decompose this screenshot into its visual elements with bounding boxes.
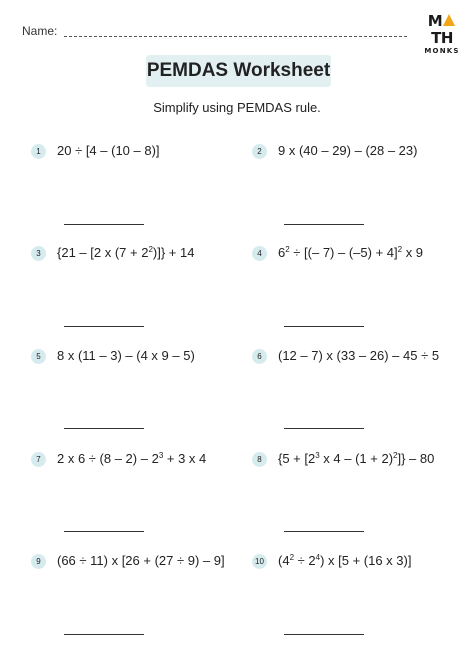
problem-expression: 20 ÷ [4 – (10 – 8)] (57, 143, 160, 158)
problem-number-badge: 10 (252, 554, 267, 569)
answer-line-6[interactable] (284, 428, 364, 429)
problem-number-badge: 1 (31, 144, 46, 159)
answer-line-1[interactable] (64, 224, 144, 225)
logo-text-left: M (427, 12, 443, 30)
logo-text-right: TH (431, 29, 453, 47)
problem-number-badge: 4 (252, 246, 267, 261)
math-monks-logo (421, 13, 463, 55)
answer-line-5[interactable] (64, 428, 144, 429)
problem-8 (252, 452, 452, 482)
problem-number-badge: 3 (31, 246, 46, 261)
logo-wordmark (421, 13, 463, 47)
problem-expression: $6^2$ ÷ [(– 7) – (–5) + 4]$^2$ x 9 (278, 245, 424, 260)
problem-10 (252, 554, 452, 584)
answer-line-9[interactable] (64, 634, 144, 635)
problem-9 (31, 554, 231, 584)
problem-number-badge: 5 (31, 349, 46, 364)
problem-expression: 8 x (11 – 3) – (4 x 9 – 5) (57, 348, 195, 363)
logo-subtext: MONKS (424, 47, 460, 55)
problem-3 (31, 246, 231, 276)
problem-number-badge: 8 (252, 452, 267, 467)
answer-line-4[interactable] (284, 326, 364, 327)
problem-expression: (12 – 7) x (33 – 26) – 45 ÷ 5 (278, 348, 440, 363)
problem-2 (252, 144, 452, 174)
worksheet-title: PEMDAS Worksheet (146, 55, 331, 87)
problem-number-badge: 9 (31, 554, 46, 569)
problem-number-badge: 7 (31, 452, 46, 467)
answer-line-7[interactable] (64, 531, 144, 532)
problem-7 (31, 452, 231, 482)
problem-expression: 9 x (40 – 29) – (28 – 23) (278, 143, 418, 158)
answer-line-2[interactable] (284, 224, 364, 225)
name-label: Name: (22, 24, 58, 38)
answer-line-10[interactable] (284, 634, 364, 635)
problem-5 (31, 349, 231, 379)
problem-expression: 2 x $6 \div (8 - 2) - 2^3 + 3$ x 4 (57, 451, 207, 466)
problem-expression: $(4^2 \div 2^4)$ x [5 + (16 x 3)] (278, 553, 412, 568)
answer-line-3[interactable] (64, 326, 144, 327)
answer-line-8[interactable] (284, 531, 364, 532)
problem-6 (252, 349, 452, 379)
worksheet-instructions: Simplify using PEMDAS rule. (153, 100, 321, 115)
problem-number-badge: 6 (252, 349, 267, 364)
problem-expression: (66 ÷ 11) x [26 + (27 ÷ 9) – 9] (57, 553, 225, 568)
problem-1 (31, 144, 231, 174)
problem-4 (252, 246, 452, 276)
name-field-line[interactable] (64, 36, 407, 37)
problem-number-badge: 2 (252, 144, 267, 159)
problem-expression: {$5 + [2^3$ x $4 - (1 + 2)^2]\} - 80$ (278, 451, 435, 466)
logo-triangle-icon (443, 14, 455, 26)
problem-expression: {21 – [2 x $(7 + 2^2)]\} + 14$ (57, 245, 195, 260)
